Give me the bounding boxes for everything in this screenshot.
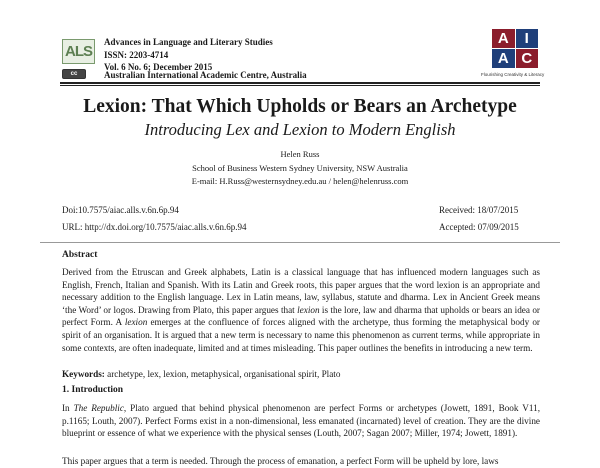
abstract-text: Derived from the Etruscan and Greek alphabets, Latin is a classical language that has influenced modern languages such as English, French, Italian and Spanish. With its Latin and Greek roots, this paper argues that the word lexion is an appropriate and necessary addition to the English language. Lex in Latin means, law, syllabus, statute and dharma. Lex in Ancient Greek means ‘the Word’ or logos. Drawing from Plato, this paper argues that lexion is the lore, law and dharma that upholds or bears an idea or perfect Form. A lexion emerges at the confluence of forces aligned with the archetype, thus forming the metaphysical body or spirit of an organisation. It is argued that a new term is necessary to name this phenomenon as current terms, while appropriate in some contexts, are often inadequate, limited and at times misleading. This paper outlines the benefits in introducing a new term. bbox=[62, 267, 540, 353]
journal-issn: ISSN: 2203-4714 bbox=[104, 49, 169, 60]
keywords-text: archetype, lex, lexion, metaphysical, organisational spirit, Plato bbox=[104, 369, 341, 379]
journal-volume: Vol. 6 No. 6; December 2015 bbox=[104, 62, 213, 72]
organization-name: Australian International Academic Centre, Australia bbox=[104, 70, 307, 80]
introduction-heading: 1. Introduction bbox=[62, 385, 124, 395]
doi-text: Doi:10.7575/aiac.alls.v.6n.6p.94 bbox=[62, 205, 179, 215]
paper-subtitle: Introducing Lex and Lexion to Modern English bbox=[144, 120, 456, 139]
header-divider bbox=[60, 82, 540, 84]
publisher-tagline: Flourishing Creativity & Literacy bbox=[481, 72, 545, 77]
publisher-logo-letter: A bbox=[492, 49, 515, 68]
received-date: Received: 18/07/2015 bbox=[439, 205, 519, 215]
abstract-heading: Abstract bbox=[62, 250, 98, 260]
section-divider bbox=[40, 242, 560, 243]
paper-title: Lexion: That Which Upholds or Bears an Archetype bbox=[83, 96, 517, 117]
author-name: Helen Russ bbox=[280, 149, 320, 159]
accepted-date: Accepted: 07/09/2015 bbox=[439, 222, 519, 232]
author-affiliation: School of Business Western Sydney University, NSW Australia bbox=[192, 163, 408, 173]
publisher-logo-letter: I bbox=[516, 29, 539, 48]
journal-logo: ALS bbox=[62, 39, 95, 64]
introduction-paragraph: In The Republic, Plato argued that behind physical phenomenon are perfect Forms or archetypes (Jowett, 1891, Book V11, p.1165; Louth, 2007). Perfect Forms exist in a non-dimensional, less emanated (incarnated) level of creation. They are the divine blueprint or essence of what we experience with the physical senses (Louth, 2007; Sagan 2007; Miller, 1974; Jowett, 1891). bbox=[62, 403, 540, 439]
cc-license-icon: cc bbox=[62, 69, 86, 79]
keywords-label: Keywords: bbox=[62, 369, 105, 379]
author-email: E-mail: H.Russ@westernsydney.edu.au / helen@helenruss.com bbox=[191, 176, 409, 186]
header-divider-thin bbox=[60, 85, 540, 86]
url-link[interactable]: URL: http://dx.doi.org/10.7575/aiac.alls.v.6n.6p.94 bbox=[62, 222, 247, 232]
journal-name: Advances in Language and Literary Studies bbox=[104, 37, 273, 47]
publisher-logo bbox=[492, 29, 538, 68]
journal-info bbox=[104, 36, 273, 74]
publisher-logo-letter: A bbox=[492, 29, 515, 48]
introduction-paragraph-2: This paper argues that a term is needed. Through the process of emanation, a perfect Form will be upheld by lore, laws bbox=[62, 456, 499, 466]
keywords bbox=[62, 368, 540, 381]
publisher-logo-letter: C bbox=[516, 49, 539, 68]
